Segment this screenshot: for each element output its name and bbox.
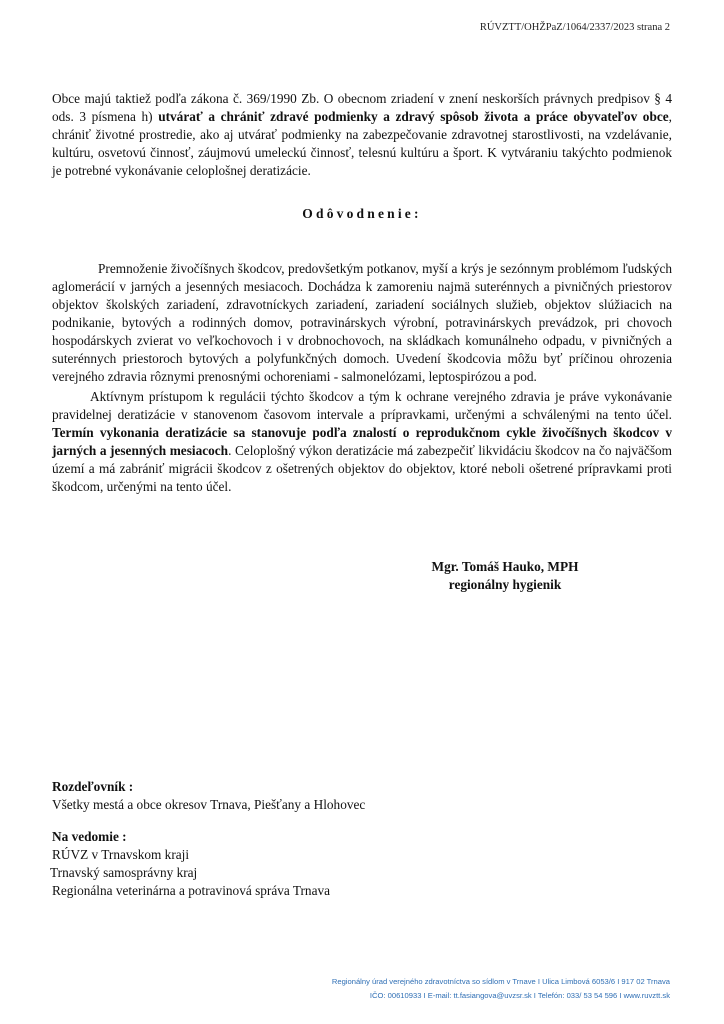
intro-paragraph — [52, 90, 672, 180]
distribution-block — [52, 778, 365, 814]
footer — [332, 975, 670, 1003]
signature-block — [380, 558, 630, 594]
footer-address: Regionálny úrad verejného zdravotníctva so sídlom v Trnave I Ulica Limbová 6053/6 I 917 02 Trnava — [331, 977, 670, 986]
reasoning-paragraph-1: Premnoženie živočíšnych škodcov, predovšetkým potkanov, myší a krýs je sezónnym problémom ľudských aglomerácií v jarných a jesenných mesiacoch. Dochádza k zamoreniu najmä suterénnych a pivničných priestorov objektov školských zariadení, zdravotníckych zariadení, zariadení sociálnych služieb, objektov slúžiacich na podnikanie, bytových a rodinných domov, potravinárskych výrobní, potravinárskych prevádzok, pri chovoch hospodárskych zvierat vo veľkochovoch i v drobnochovoch, na skládkach komunálneho odpadu, v pivničných a suterénnych priestoroch bytových a polyfunkčných domoch. Uvedení škodcovia môžu byť príčinou ohrozenia verejného zdravia rôznymi prenosnými ochoreniami - salmonelózami, leptospirózou a pod. — [52, 261, 672, 384]
distribution-label: Rozdeľovník : — [52, 779, 134, 794]
notice-item: Trnavský samosprávny kraj — [50, 865, 198, 880]
intro-text-2: , chrániť životné prostredie, ako aj utvárať podmienky na zabezpečovanie zdravotnej starostlivosti, na vzdelávanie, kultúru, osvetovú činnosť, záujmovú umeleckú činnosť, telesnú kultúru a šport. K vytváraniu takýchto podmienok je potrebné vykonávanie celoplošnej deratizácie. — [52, 109, 672, 178]
footer-contacts: IČO: 00610933 I E-mail: tt.fasiangova@uvzsr.sk I Telefón: 033/ 53 54 596 I www.ruvztt.sk — [369, 991, 670, 1000]
intro-bold-text: utvárať a chrániť zdravé podmienky a zdravý spôsob života a práce obyvateľov obce — [158, 109, 669, 124]
distribution-text: Všetky mestá a obce okresov Trnava, Piešťany a Hlohovec — [52, 797, 366, 812]
notice-label: Na vedomie : — [52, 829, 127, 844]
notice-item: RÚVZ v Trnavskom kraji — [52, 847, 190, 862]
reasoning-bold-text: Termín vykonania deratizácie sa stanovuje podľa znalostí o reprodukčnom cykle živočíšnych škodcov v jarných a jesenných mesiacoch — [52, 425, 672, 458]
document-reference: RÚVZTT/OHŽPaZ/1064/2337/2023 strana 2 — [479, 22, 670, 33]
reasoning-text-1: Aktívnym prístupom k regulácii týchto škodcov a tým k ochrane verejného zdravia je práve vykonávanie pravidelnej deratizácie v stanovenom časovom intervale a prípravkami, určenými a schválenými na tento účel. — [52, 389, 672, 422]
reasoning-paragraph-2 — [52, 388, 672, 496]
notice-item: Regionálna veterinárna a potravinová správa Trnava — [52, 883, 331, 898]
intro-text-1: Obce majú taktiež podľa zákona č. 369/1990 Zb. O obecnom zriadení v znení neskorších právnych predpisov § 4 ods. 3 písmena h) — [52, 91, 672, 124]
reasoning-text-2: . Celoplošný výkon deratizácie má zabezpečiť likvidáciu škodcov na čo najväčšom území a má zabrániť migrácii škodcov z ošetrených objektov do objektov, ktoré neboli ošetrené prípravkami proti škodcom, určenými na tento účel. — [52, 443, 672, 494]
notice-block — [52, 828, 330, 900]
signature-name: Mgr. Tomáš Hauko, MPH — [431, 559, 579, 574]
section-heading: Odôvodnenie: — [302, 206, 422, 221]
signature-title: regionálny hygienik — [448, 577, 562, 592]
